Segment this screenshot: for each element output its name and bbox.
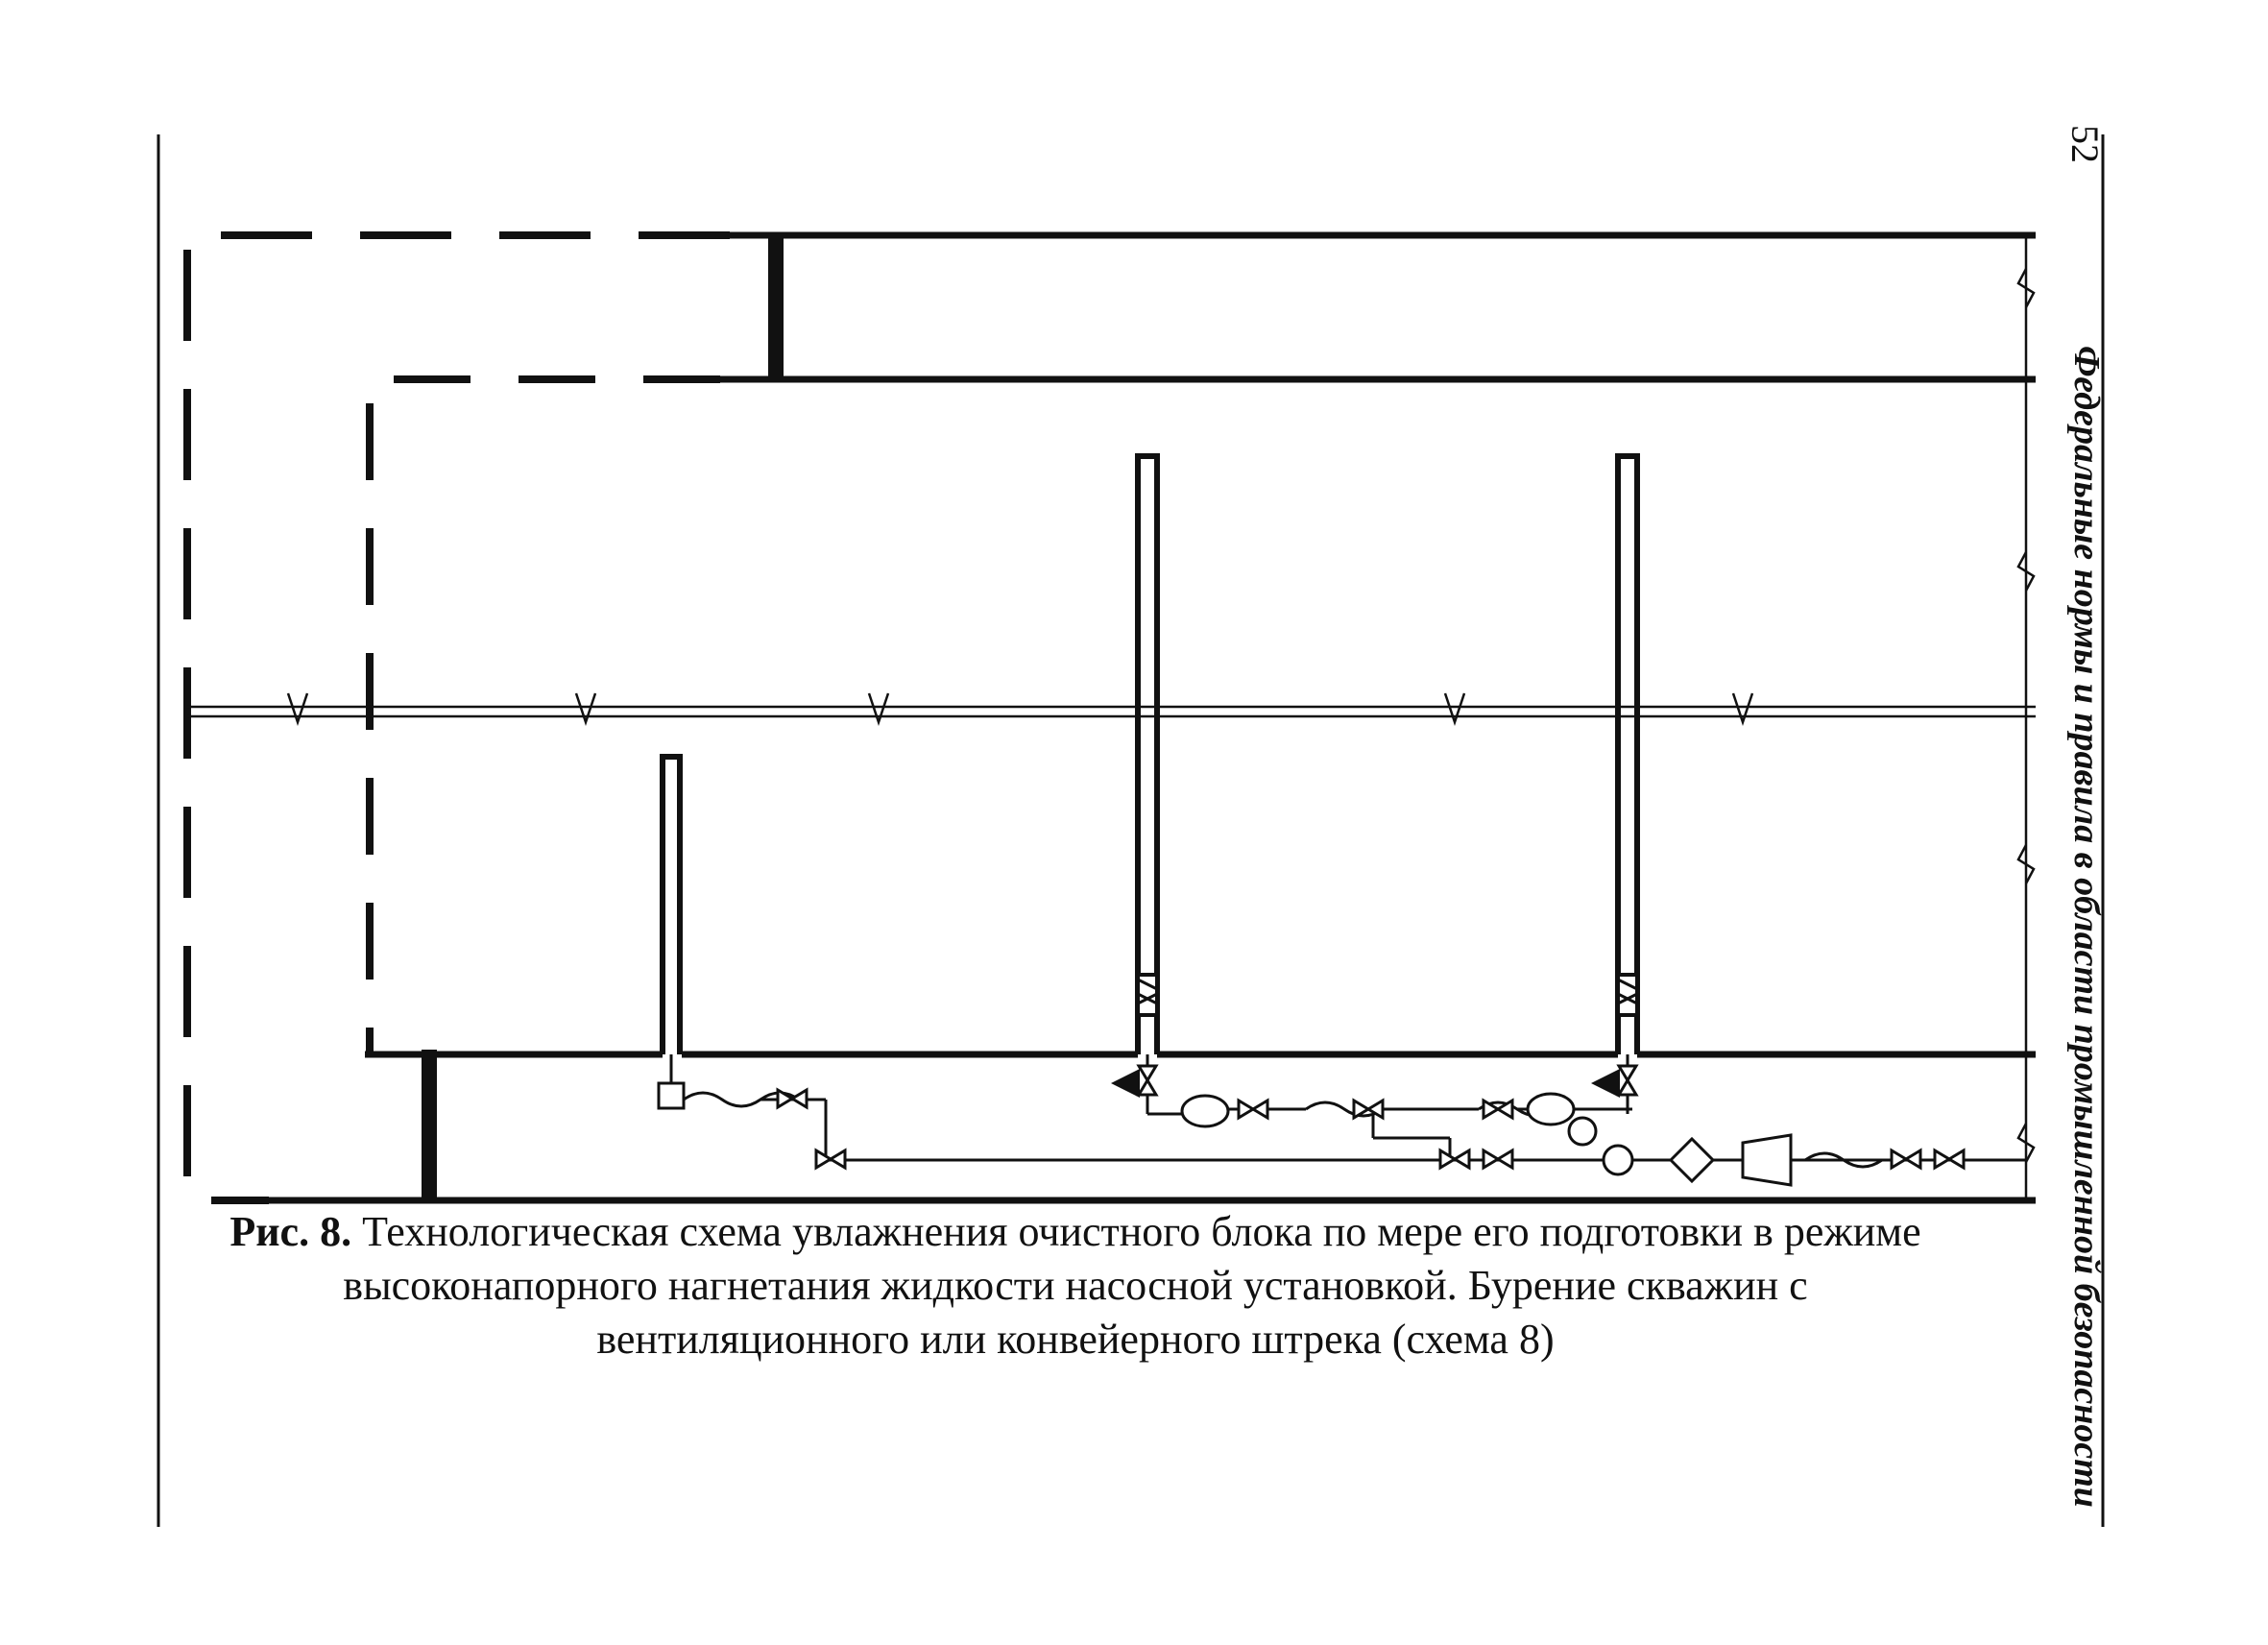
borehole-long-2 (1618, 456, 1637, 1054)
figure-caption-text: Технологическая схема увлажнения очистного блока по мере его подготовки в режиме высоконапорного нагнетания жидкости насосной установкой. Бурение скважин с вентиляционного или конвейерного штрека (схема 8) (343, 1208, 1921, 1363)
running-head: Федеральные нормы и правила в области промышленной безопасности (2066, 346, 2107, 1508)
figure-label: Рис. 8. (229, 1208, 352, 1255)
pipe-network (659, 1054, 2026, 1167)
middle-seam-line (187, 693, 2036, 722)
pressure-gauge (1569, 1118, 1596, 1145)
pump (1604, 1146, 1632, 1174)
upper-drift (720, 235, 2036, 379)
pump-unit (1743, 1135, 1791, 1185)
figure-caption (192, 1205, 1959, 1367)
filter (1671, 1139, 1713, 1181)
borehole-short (663, 757, 680, 1054)
page-number: 52 (2063, 125, 2107, 163)
borehole-valves (1139, 1066, 1636, 1095)
borehole-long-1 (1138, 456, 1157, 1054)
